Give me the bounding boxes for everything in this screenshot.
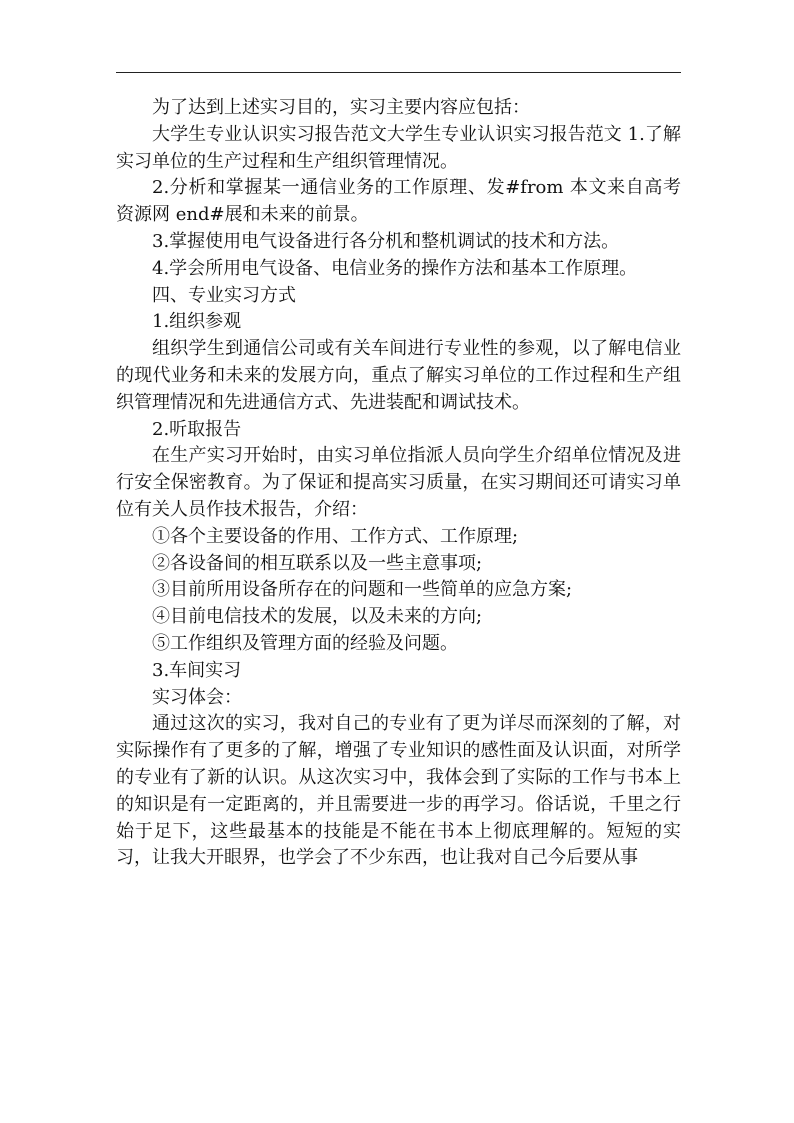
paragraph-item-1: 大学生专业认识实习报告范文大学生专业认识实习报告范文 1.了解实习单位的生产过程和生产组织管理情况。 [116,123,681,172]
subheading-visit: 1.组织参观 [152,311,242,333]
subheading-workshop: 3.车间实习 [152,659,242,681]
list-item-2: ②各设备间的相互联系以及一些主意事项; [152,552,483,574]
list-item-5: ⑤工作组织及管理方面的经验及问题。 [152,632,458,654]
list-item-1: ①各个主要设备的作用、工作方式、工作原理; [152,525,519,547]
subheading-experience: 实习体会： [152,686,242,708]
paragraph-report: 在生产实习开始时，由实习单位指派人员向学生介绍单位情况及进行安全保密教育。为了保证和提高实习质量，在实习期间还可请实习单位有关人员作技术报告，介绍： [116,445,681,520]
subheading-report: 2.听取报告 [152,418,242,440]
paragraph-intro: 为了达到上述实习目的，实习主要内容应包括： [152,97,530,118]
document-body [116,95,681,872]
paragraph-experience: 通过这次的实习，我对自己的专业有了更为详尽而深刻的了解，对实际操作有了更多的了解，增强了专业知识的感性面及认识面，对所学的专业有了新的认识。从这次实习中，我体会到了实际的工作与书本上的知识是有一定距离的，并且需要进一步的再学习。俗话说，千里之行始于足下，这些最基本的技能是不能在书本上彻底理解的。短短的实习，让我大开眼界，也学会了不少东西，也让我对自己今后要从事 [116,713,681,869]
list-item-3: ③目前所用设备所存在的问题和一些简单的应急方案; [152,579,573,601]
list-item-4: ④目前电信技术的发展，以及未来的方向; [152,606,483,628]
section-heading-4: 四、专业实习方式 [152,284,296,306]
header-rule [116,72,681,73]
paragraph-item-2: 2.分析和掌握某一通信业务的工作原理、发#from 本文来自高考资源网 end#展和未来的前景。 [116,177,681,226]
paragraph-visit: 组织学生到通信公司或有关车间进行专业性的参观，以了解电信业的现代业务和未来的发展方向，重点了解实习单位的工作过程和生产组织管理情况和先进通信方式、先进装配和调试技术。 [116,338,681,413]
paragraph-item-3: 3.掌握使用电气设备进行各分机和整机调试的技术和方法。 [152,230,620,252]
paragraph-item-4: 4.学会所用电气设备、电信业务的操作方法和基本工作原理。 [152,257,638,279]
